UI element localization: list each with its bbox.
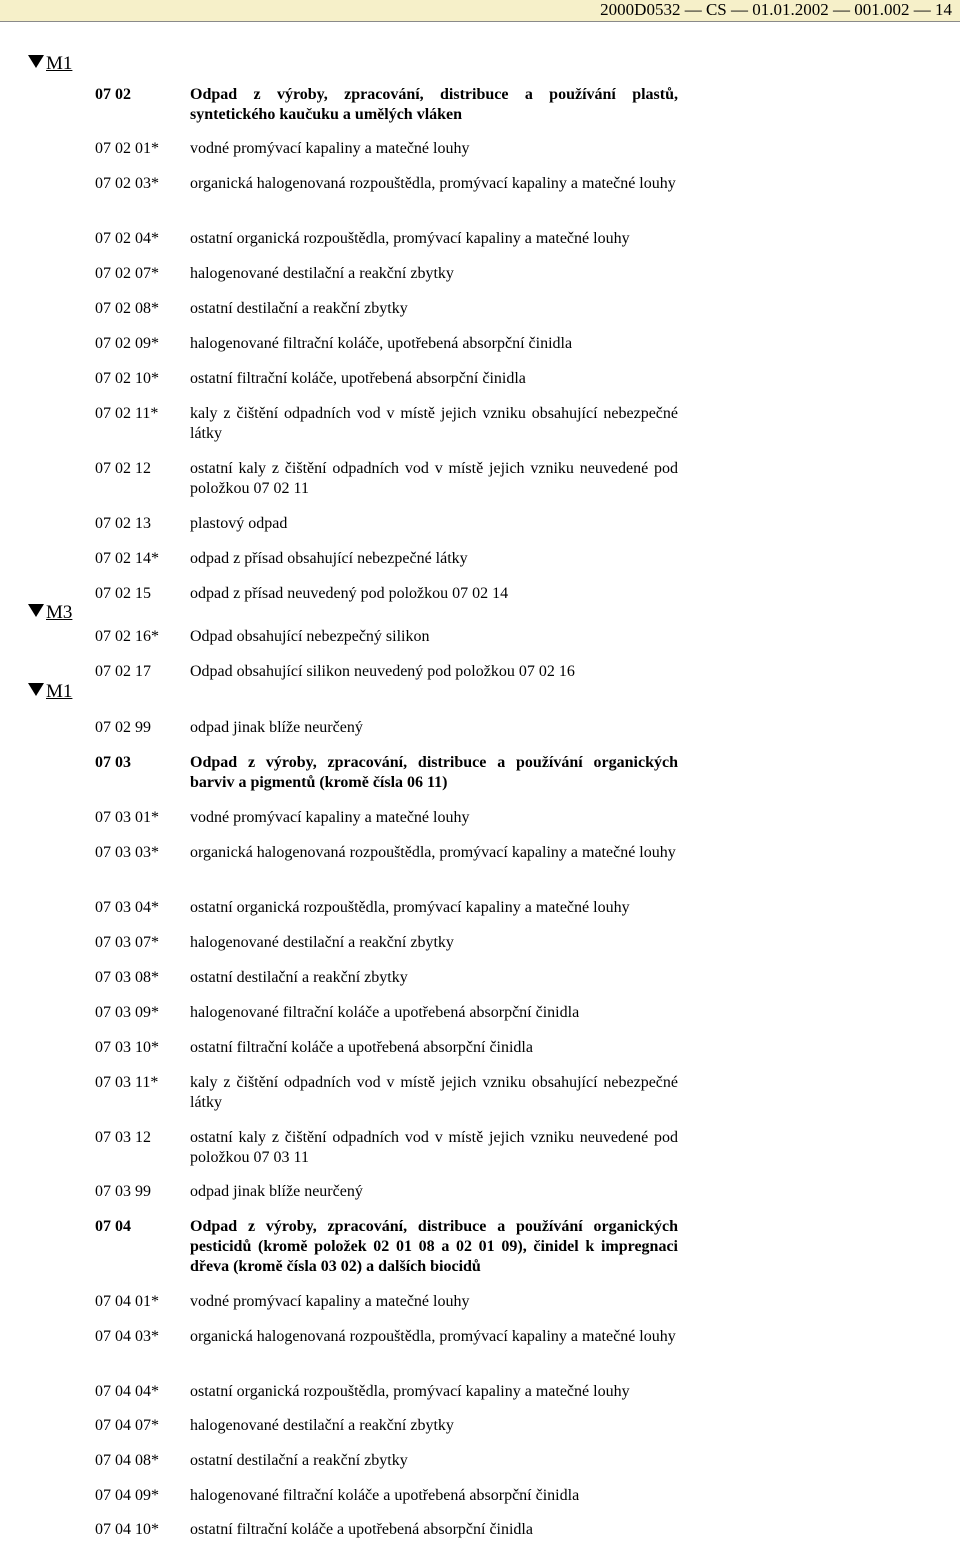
waste-description: organická halogenovaná rozpouštědla, promývací kapaliny a matečné louhy bbox=[190, 1328, 676, 1345]
waste-code: 07 03 04* bbox=[95, 899, 159, 916]
waste-code: 07 02 15 bbox=[95, 585, 151, 602]
waste-description: ostatní destilační a reakční zbytky bbox=[190, 969, 408, 986]
waste-code: 07 02 bbox=[95, 86, 131, 103]
waste-code: 07 02 01* bbox=[95, 140, 159, 157]
waste-description: kaly z čištění odpadních vod v místě jejich vzniku obsahující nebezpečné látky bbox=[190, 1074, 678, 1111]
waste-description: Odpad obsahující nebezpečný silikon bbox=[190, 628, 430, 645]
marker-label: M1 bbox=[46, 681, 73, 702]
waste-code: 07 04 07* bbox=[95, 1417, 159, 1434]
waste-description: odpad jinak blíže neurčený bbox=[190, 719, 363, 736]
waste-code: 07 03 03* bbox=[95, 844, 159, 861]
waste-description: vodné promývací kapaliny a matečné louhy bbox=[190, 1293, 470, 1310]
amendment-marker-m3 bbox=[28, 603, 72, 623]
waste-description: odpad jinak blíže neurčený bbox=[190, 1183, 363, 1200]
waste-description: organická halogenovaná rozpouštědla, promývací kapaliny a matečné louhy bbox=[190, 175, 676, 192]
waste-code: 07 03 08* bbox=[95, 969, 159, 986]
waste-description: ostatní destilační a reakční zbytky bbox=[190, 300, 408, 317]
waste-code: 07 03 99 bbox=[95, 1183, 151, 1200]
waste-code: 07 02 10* bbox=[95, 370, 159, 387]
waste-code: 07 02 16* bbox=[95, 628, 159, 645]
waste-description: ostatní kaly z čištění odpadních vod v místě jejich vzniku neuvedené pod položkou 07 02 11 bbox=[190, 460, 678, 497]
marker-label: M1 bbox=[46, 53, 73, 74]
waste-description: organická halogenovaná rozpouštědla, promývací kapaliny a matečné louhy bbox=[190, 844, 676, 861]
waste-code: 07 04 09* bbox=[95, 1487, 159, 1504]
waste-code: 07 02 14* bbox=[95, 550, 159, 567]
triangle-down-icon bbox=[28, 604, 44, 617]
waste-code: 07 03 07* bbox=[95, 934, 159, 951]
marker-label: M3 bbox=[46, 602, 73, 623]
header-divider bbox=[0, 21, 960, 22]
waste-description: odpad z přísad neuvedený pod položkou 07 02 14 bbox=[190, 585, 509, 602]
waste-description: vodné promývací kapaliny a matečné louhy bbox=[190, 140, 470, 157]
amendment-marker-m1 bbox=[28, 54, 72, 74]
waste-code: 07 02 03* bbox=[95, 175, 159, 192]
waste-code: 07 02 11* bbox=[95, 405, 159, 422]
waste-description: ostatní organická rozpouštědla, promývací kapaliny a matečné louhy bbox=[190, 230, 630, 247]
waste-description: odpad z přísad obsahující nebezpečné látky bbox=[190, 550, 468, 567]
waste-description: ostatní filtrační koláče, upotřebená absorpční činidla bbox=[190, 370, 526, 387]
document-header bbox=[0, 0, 960, 22]
waste-code: 07 04 03* bbox=[95, 1328, 159, 1345]
waste-description: halogenované destilační a reakční zbytky bbox=[190, 265, 454, 282]
waste-description: halogenované filtrační koláče a upotřebená absorpční činidla bbox=[190, 1487, 580, 1504]
waste-description: ostatní organická rozpouštědla, promývací kapaliny a matečné louhy bbox=[190, 1383, 630, 1400]
waste-description: halogenované destilační a reakční zbytky bbox=[190, 934, 454, 951]
amendment-marker-m1 bbox=[28, 682, 72, 702]
waste-code: 07 02 07* bbox=[95, 265, 159, 282]
waste-code: 07 02 99 bbox=[95, 719, 151, 736]
waste-code: 07 04 04* bbox=[95, 1383, 159, 1400]
waste-code: 07 02 04* bbox=[95, 230, 159, 247]
triangle-down-icon bbox=[28, 683, 44, 696]
waste-code: 07 03 10* bbox=[95, 1039, 159, 1056]
triangle-down-icon bbox=[28, 55, 44, 68]
waste-code: 07 02 08* bbox=[95, 300, 159, 317]
waste-description: ostatní kaly z čištění odpadních vod v místě jejich vzniku neuvedené pod položkou 07 03 11 bbox=[190, 1129, 678, 1166]
waste-code: 07 03 12 bbox=[95, 1129, 151, 1146]
waste-description: ostatní filtrační koláče a upotřebená absorpční činidla bbox=[190, 1521, 533, 1538]
header-text: 2000D0532 — CS — 01.01.2002 — 001.002 — 14 bbox=[600, 0, 952, 19]
waste-code: 07 04 10* bbox=[95, 1521, 159, 1538]
waste-code: 07 02 09* bbox=[95, 335, 159, 352]
waste-code: 07 04 bbox=[95, 1218, 131, 1235]
waste-description: ostatní destilační a reakční zbytky bbox=[190, 1452, 408, 1469]
waste-description: Odpad z výroby, zpracování, distribuce a používání organických pesticidů (kromě položek 02 01 08 a 02 01 09), činidel k impregnaci dřeva (kromě čísla 03 02) a dalších biocidů bbox=[190, 1218, 678, 1275]
waste-description: ostatní organická rozpouštědla, promývací kapaliny a matečné louhy bbox=[190, 899, 630, 916]
waste-description: halogenované filtrační koláče a upotřebená absorpční činidla bbox=[190, 1004, 580, 1021]
waste-code: 07 03 11* bbox=[95, 1074, 159, 1091]
waste-description: Odpad z výroby, zpracování, distribuce a používání plastů, syntetického kaučuku a umělých vláken bbox=[190, 86, 678, 123]
waste-description: vodné promývací kapaliny a matečné louhy bbox=[190, 809, 470, 826]
waste-description: halogenované destilační a reakční zbytky bbox=[190, 1417, 454, 1434]
waste-code: 07 03 bbox=[95, 754, 131, 771]
waste-description: plastový odpad bbox=[190, 515, 288, 532]
waste-description: Odpad z výroby, zpracování, distribuce a používání organických barviv a pigmentů (kromě čísla 06 11) bbox=[190, 754, 678, 791]
waste-code: 07 03 09* bbox=[95, 1004, 159, 1021]
waste-code: 07 02 13 bbox=[95, 515, 151, 532]
waste-description: kaly z čištění odpadních vod v místě jejich vzniku obsahující nebezpečné látky bbox=[190, 405, 678, 442]
waste-code: 07 03 01* bbox=[95, 809, 159, 826]
waste-description: Odpad obsahující silikon neuvedený pod položkou 07 02 16 bbox=[190, 663, 575, 680]
waste-code: 07 04 08* bbox=[95, 1452, 159, 1469]
waste-description: halogenované filtrační koláče, upotřebená absorpční činidla bbox=[190, 335, 573, 352]
waste-code: 07 02 12 bbox=[95, 460, 151, 477]
waste-code: 07 04 01* bbox=[95, 1293, 159, 1310]
waste-code: 07 02 17 bbox=[95, 663, 151, 680]
waste-description: ostatní filtrační koláče a upotřebená absorpční činidla bbox=[190, 1039, 533, 1056]
